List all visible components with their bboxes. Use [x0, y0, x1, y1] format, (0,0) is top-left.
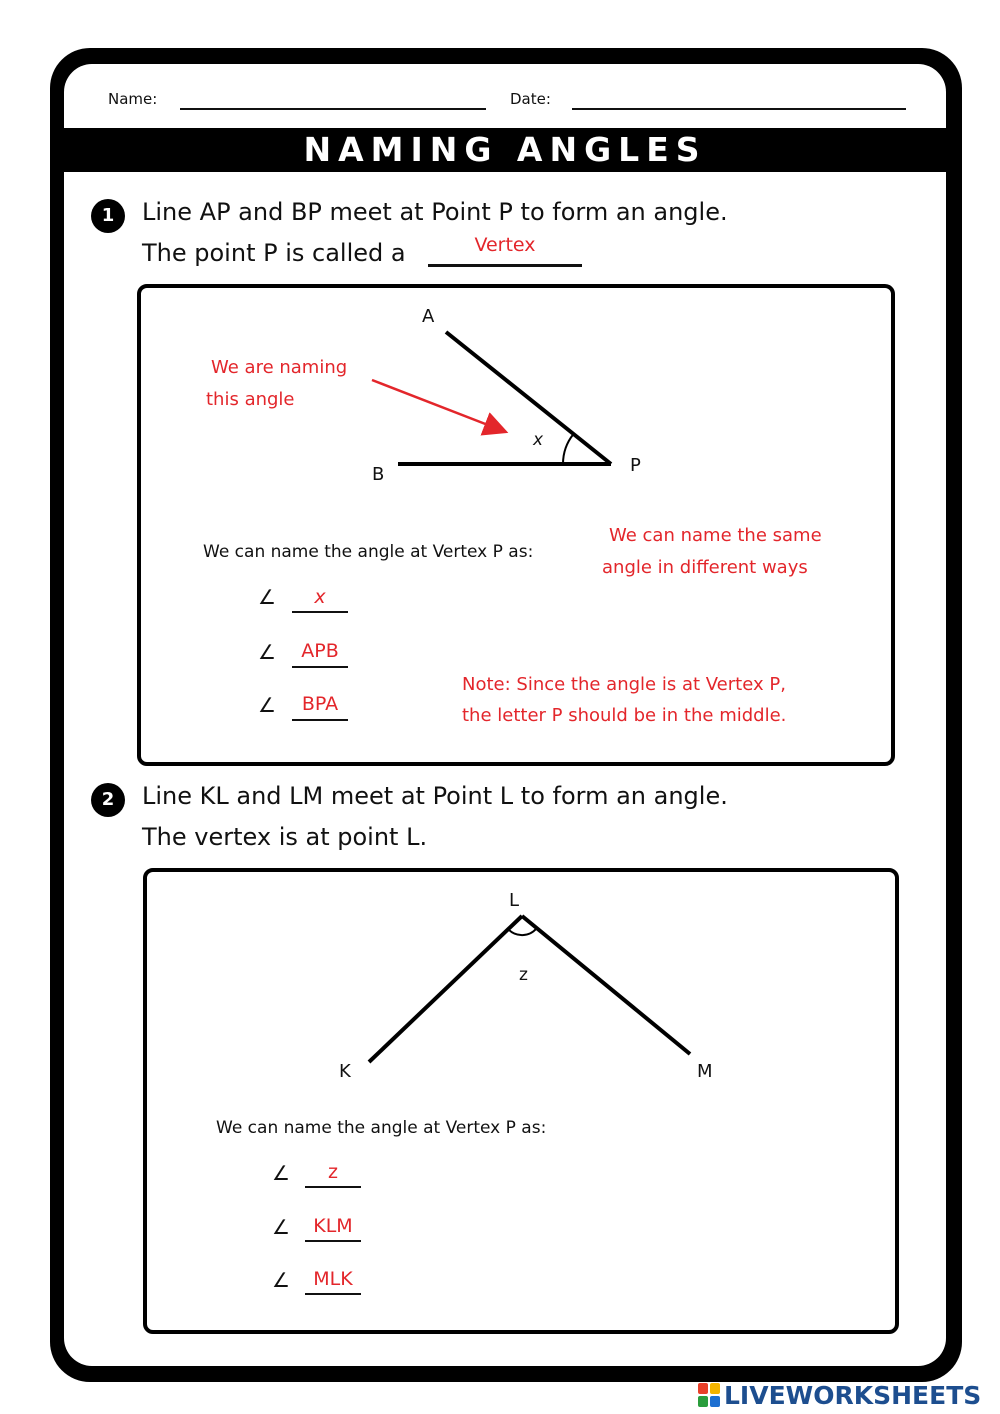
side-note-line2: angle in different ways	[602, 557, 808, 578]
point-b-label: B	[372, 464, 385, 485]
note-line2: the letter P should be in the middle.	[462, 705, 787, 726]
note-line1: Note: Since the angle is at Vertex P,	[462, 674, 786, 695]
ray-lm	[522, 916, 690, 1054]
question-number-1: 1	[91, 199, 125, 233]
point-a-label: A	[422, 306, 435, 327]
q2-answer-1[interactable]: z	[328, 1161, 338, 1183]
page-title: NAMING ANGLES	[303, 130, 707, 169]
liveworksheets-brand: LIVEWORKSHEETS	[724, 1380, 982, 1410]
q1-line1: Line AP and BP meet at Point P to form an angle.	[142, 198, 728, 226]
annotation-line2: this angle	[206, 389, 295, 410]
q1-answer-2[interactable]: APB	[301, 640, 339, 662]
angle-symbol-icon: ∠	[272, 1268, 290, 1292]
side-note-line1: We can name the same	[609, 525, 822, 546]
annotation-line1: We are naming	[211, 357, 348, 378]
point-p-label: P	[630, 455, 641, 476]
red-arrow	[372, 380, 506, 432]
date-label: Date:	[510, 90, 551, 108]
liveworksheets-logo	[698, 1380, 981, 1410]
point-k-label: K	[339, 1061, 351, 1082]
point-l-label: L	[509, 890, 520, 911]
angle-x-label: x	[533, 430, 544, 450]
q2-answer-1-line	[305, 1186, 361, 1188]
q2-line1: Line KL and LM meet at Point L to form an angle.	[142, 782, 728, 810]
point-m-label: M	[697, 1061, 713, 1082]
q1-answer-3[interactable]: BPA	[301, 693, 339, 715]
q1-vertex-answer[interactable]: Vertex	[474, 234, 536, 256]
angle-symbol-icon: ∠	[258, 585, 276, 609]
q1-answer-1[interactable]: x	[314, 586, 326, 608]
q1-answer-1-line	[292, 611, 348, 613]
q2-prompt: We can name the angle at Vertex P as:	[216, 1118, 547, 1138]
q2-answer-3-line	[305, 1293, 361, 1295]
angle-symbol-icon: ∠	[272, 1161, 290, 1185]
ray-lk	[369, 916, 522, 1062]
angle-arc-z	[508, 928, 537, 935]
question-number-2: 2	[91, 783, 125, 817]
liveworksheets-logo-icon	[698, 1383, 720, 1407]
q1-line2: The point P is called a	[142, 239, 406, 267]
ray-pa	[446, 332, 611, 464]
angle-symbol-icon: ∠	[272, 1215, 290, 1239]
q1-prompt: We can name the angle at Vertex P as:	[203, 542, 534, 562]
angle-arc-x	[563, 434, 574, 464]
angle-symbol-icon: ∠	[258, 640, 276, 664]
q2-answer-3[interactable]: MLK	[313, 1268, 353, 1290]
q1-answer-3-line	[292, 719, 348, 721]
q2-answer-2-line	[305, 1240, 361, 1242]
angle-symbol-icon: ∠	[258, 693, 276, 717]
q2-line2: The vertex is at point L.	[142, 823, 428, 851]
angle-z-label: z	[519, 965, 528, 985]
name-label: Name:	[108, 90, 158, 108]
q1-answer-2-line	[292, 666, 348, 668]
q2-answer-2[interactable]: KLM	[313, 1215, 353, 1237]
